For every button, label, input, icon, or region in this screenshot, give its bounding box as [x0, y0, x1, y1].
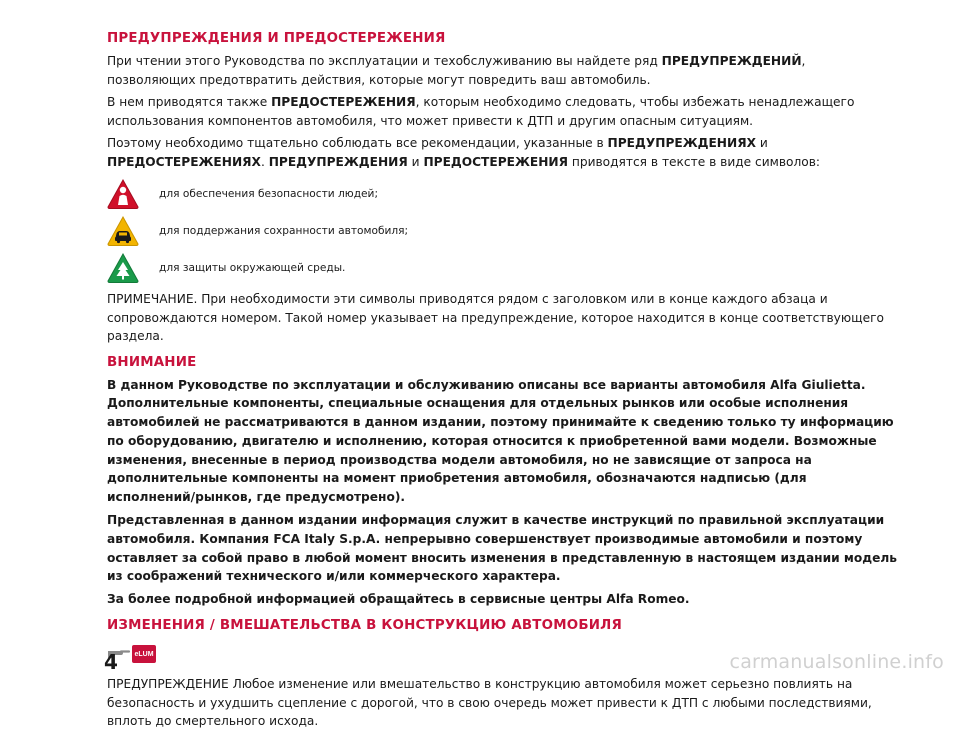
p3-text-start: Поэтому необходимо тщательно соблюдать все рекомендации, указанные в [107, 136, 608, 150]
p3-mid-1: и [756, 136, 768, 150]
p3-bold-2: ПРЕДОСТЕРЕЖЕНИЯХ [107, 154, 261, 169]
intro-paragraph-2 [107, 93, 897, 130]
modifications-heading: ИЗМЕНЕНИЯ / ВМЕШАТЕЛЬСТВА В КОНСТРУКЦИЮ АВТОМОБИЛЯ [107, 618, 622, 634]
p1-text-start: При чтении этого Руководства по эксплуатации и техобслуживанию вы найдете ряд [107, 54, 662, 68]
p2-text-end: , которым необходимо следовать, чтобы избежать ненадлежащего использования компонентов автомобиля, что может привести к ДТП и другим опасным ситуациям. [107, 95, 855, 128]
page-number: 4 [104, 650, 118, 674]
vehicle-care-icon [107, 215, 141, 247]
p1-text-end: , позволяющих предотвратить действия, которые могут повредить ваш автомобиль. [107, 54, 806, 87]
note-paragraph: ПРИМЕЧАНИЕ. При необходимости эти символы приводятся рядом с заголовком или в конце каждого абзаца и сопровождаются номером. Такой номер указывает на предупреждение, которое находится в конце соответствующего раздела. [107, 292, 884, 343]
watermark-text: carmanualsonline.info [729, 651, 944, 673]
symbol-label-vehicle: для поддержания сохранности автомобиля; [159, 224, 409, 237]
symbol-row-environment [107, 249, 897, 286]
elum-badge-text: eLUM [134, 650, 154, 658]
modification-warning-paragraph: ПРЕДУПРЕЖДЕНИЕ Любое изменение или вмешательство в конструкцию автомобиля может серьезно повлиять на безопасность и ухудшить сцепление с дорогой, что в свою очередь может привести к ДТП с любыми последствиями, вплоть до смертельного исхода. [107, 677, 872, 729]
page-content [107, 30, 897, 735]
p3-bold-3: ПРЕДУПРЕЖДЕНИЯ [268, 154, 408, 169]
p3-mid-3: и [407, 154, 424, 169]
p3-mid-2: . [260, 154, 269, 169]
warnings-heading: ПРЕДУПРЕЖДЕНИЯ И ПРЕДОСТЕРЕЖЕНИЯ [107, 31, 446, 46]
p3-text-end: приводятся в тексте в виде символов: [567, 154, 821, 169]
people-safety-icon [107, 178, 141, 210]
attention-heading: ВНИМАНИЕ [107, 354, 197, 370]
symbol-label-environment: для защиты окружающей среды. [159, 261, 346, 274]
intro-paragraph-1 [107, 52, 897, 89]
p2-text-start: В нем приводятся также [107, 95, 272, 109]
p3-bold-1: ПРЕДУПРЕЖДЕНИЯХ [607, 136, 756, 150]
p3-bold-4: ПРЕДОСТЕРЕЖЕНИЯ [423, 154, 568, 169]
symbol-label-people: для обеспечения безопасности людей; [159, 187, 379, 200]
intro-paragraph-3 [107, 134, 897, 171]
environment-icon [107, 252, 141, 284]
elum-badge [132, 645, 156, 663]
symbol-row-people [107, 175, 897, 212]
p2-bold-term: ПРЕДОСТЕРЕЖЕНИЯ [271, 95, 416, 109]
symbol-list [107, 175, 897, 286]
symbol-row-vehicle [107, 212, 897, 249]
attention-paragraph-3: За более подробной информацией обращайтесь в сервисные центры Alfa Romeo. [107, 592, 690, 607]
attention-paragraph-2: Представленная в данном издании информация служит в качестве инструкций по правильной эксплуатации автомобиля. Компания FCA Italy S.p.A. непрерывно совершенствует производимые автомобили и поэтому оставляет за собой право в любой момент вносить изменения в представленную в настоящем издании модель из соображений технического и/или коммерческого характера. [107, 513, 898, 584]
p1-bold-term: ПРЕДУПРЕЖДЕНИЙ [661, 54, 802, 68]
attention-paragraph-1: В данном Руководстве по эксплуатации и обслуживанию описаны все варианты автомобиля Alfa Giulietta. Дополнительные компоненты, специальные оснащения для отдельных рынков или особые исполнения автомобилей не рассматриваются в данном издании, поэтому принимайте к сведению только ту информацию по оборудованию, двигателю и исполнению, которая относится к приобретенной вами модели. Возможные изменения, внесенные в период производства модели автомобиля, но не зависящие от запроса на дополнительные компоненты на момент приобретения автомобиля, обозначаются надписью (для исполнений/рынков, где предусмотрено). [107, 377, 894, 505]
